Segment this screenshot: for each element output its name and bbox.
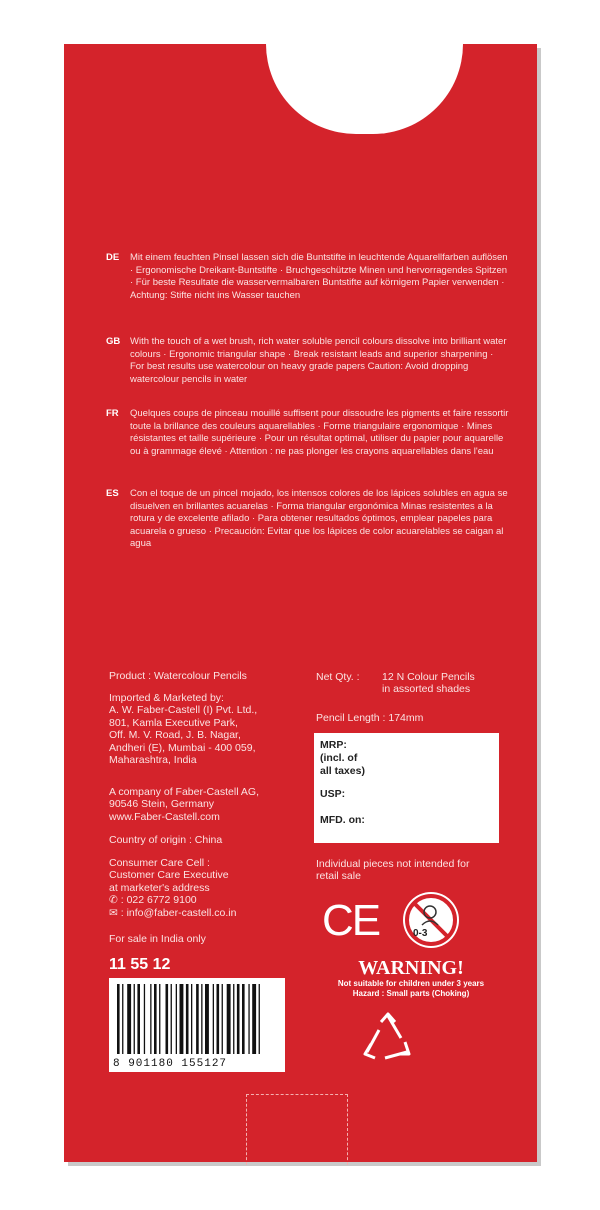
consumer-care <box>109 857 236 919</box>
mrp-label: MRP: <box>320 739 347 751</box>
barcode <box>109 978 285 1072</box>
barcode-bar <box>134 984 135 1054</box>
barcode-bar <box>180 984 184 1054</box>
importer-line: A. W. Faber-Castell (I) Pvt. Ltd., <box>109 704 258 717</box>
warning-line: Hazard : Small parts (Choking) <box>352 989 470 998</box>
barcode-bar <box>117 984 120 1054</box>
barcode-bar <box>201 984 202 1054</box>
retail-note-line: Individual pieces not intended for <box>316 858 470 870</box>
tear-tab <box>246 1094 348 1165</box>
email-line <box>109 907 236 919</box>
barcode-bar <box>242 984 245 1054</box>
mrp-note: (incl. of <box>320 752 358 764</box>
net-qty-line: 12 N Colour Pencils <box>382 671 475 683</box>
recycle-icon <box>357 1010 419 1072</box>
no-children-0-3-icon <box>400 889 462 951</box>
email-address: : info@faber-castell.co.in <box>120 906 237 919</box>
barcode-bar <box>166 984 169 1054</box>
country-of-origin: Country of origin : China <box>109 834 223 846</box>
mfd-label: MFD. on: <box>320 814 365 826</box>
recycle-graphic <box>357 1010 419 1072</box>
barcode-bar <box>159 984 160 1054</box>
ce-mark-text: CE <box>322 896 380 945</box>
lang-code: ES <box>106 488 119 499</box>
barcode-bar <box>127 984 131 1054</box>
lang-code: GB <box>106 336 121 347</box>
importer-line: Imported & Marketed by: <box>109 692 224 704</box>
lang-text: Con el toque de un pincel mojado, los intensos colores de los lápices solubles en agua se disuelven en brillantes acuarelas · Forma triangular ergonómica Minas resistentes a la rotura y de excelente afilado · Para obtener resultados óptimos, emplear papeles para acuarela o grueso · Precaución: Evitar que los lápices de color acuarelables se caigan al agua <box>130 488 508 550</box>
care-line: Consumer Care Cell : <box>109 857 210 869</box>
barcode-bar <box>176 984 177 1054</box>
lang-text: Quelques coups de pinceau mouillé suffisent pour dissoudre les pigments et faire ressortir toute la brillance des couleurs aquarellables · Forme triangulaire ergonomique · Mines résistantes et taille supérieure · Pour un résultat optimal, utiliser du papier pour aquarelle ou à grammage élevé · Attention : ne pas plonger les crayons aquarellables dans l'eau <box>130 408 509 457</box>
importer-line: Maharashtra, India <box>109 754 197 767</box>
barcode-bar <box>237 984 240 1054</box>
barcode-bar <box>171 984 172 1054</box>
age-mark: 0-3 <box>413 928 428 939</box>
care-line: Customer Care Executive <box>109 869 229 882</box>
barcode-number: 8 901180 155127 <box>113 1058 228 1070</box>
barcode-bar <box>191 984 192 1054</box>
barcode-bar <box>213 984 214 1054</box>
barcode-bar <box>259 984 260 1054</box>
barcode-bar <box>227 984 231 1054</box>
email-icon: ✉ <box>109 906 118 919</box>
barcode-bar <box>122 984 123 1054</box>
barcode-bar <box>196 984 199 1054</box>
barcode-bar <box>186 984 189 1054</box>
retail-note <box>316 858 470 883</box>
barcode-bar <box>248 984 249 1054</box>
care-line: at marketer's address <box>109 881 210 894</box>
lang-text: Mit einem feuchten Pinsel lassen sich die Buntstifte in leuchtende Aquarellfarben auflösen · Ergonomische Dreikant-Buntstifte · Bruchgeschützte Minen und hervorragendes Spitzen · Für beste Resultate die wasservermalbaren Buntstifte auf körnigem Papier verwenden · Achtung: Stifte nicht ins Wasser tauchen <box>130 252 508 301</box>
warning-block <box>316 957 506 999</box>
article-number: 11 55 12 <box>109 956 171 973</box>
barcode-bar <box>217 984 220 1054</box>
mrp-note: all taxes) <box>320 765 365 777</box>
usp-label: USP: <box>320 788 346 800</box>
no-children-graphic <box>400 889 462 951</box>
phone-number: : 022 6772 9100 <box>120 894 197 907</box>
barcode-bar <box>233 984 234 1054</box>
lang-code: DE <box>106 252 120 263</box>
barcode-bar <box>137 984 140 1054</box>
importer-line: 801, Kamla Executive Park, <box>109 716 238 729</box>
barcode-bar <box>205 984 209 1054</box>
company-line: 90546 Stein, Germany <box>109 798 215 811</box>
retail-note-line: retail sale <box>316 870 361 883</box>
product-name: Product : Watercolour Pencils <box>109 670 247 682</box>
lang-code: FR <box>106 408 119 419</box>
warning-title: WARNING! <box>358 957 464 979</box>
importer-line: Off. M. V. Road, J. B. Nagar, <box>109 729 241 742</box>
importer-line: Andheri (E), Mumbai - 400 059, <box>109 741 256 754</box>
barcode-bar <box>222 984 223 1054</box>
barcode-bar <box>150 984 151 1054</box>
barcode-bar <box>252 984 256 1054</box>
phone-line <box>109 894 236 906</box>
hang-hole <box>266 44 463 134</box>
net-qty-label: Net Qty. : <box>316 671 360 683</box>
pencil-length: Pencil Length : 174mm <box>316 712 424 724</box>
company-line: www.Faber-Castell.com <box>109 810 220 823</box>
net-qty-line: in assorted shades <box>382 683 471 696</box>
company-info <box>109 786 259 823</box>
company-line: A company of Faber-Castell AG, <box>109 786 259 798</box>
barcode-bar <box>154 984 157 1054</box>
phone-icon: ✆ <box>109 894 118 907</box>
ce-mark-icon <box>322 896 392 946</box>
sale-region: For sale in India only <box>109 933 206 945</box>
net-qty-value <box>382 671 475 696</box>
price-box <box>314 733 499 843</box>
lang-text: With the touch of a wet brush, rich water soluble pencil colours dissolve into brilliant water colours · Ergonomic triangular shape · Break resistant leads and superior sharpening · For best results use watercolour on heavy grade papers Caution: Avoid dropping watercolour pencils in water <box>130 336 507 385</box>
importer-address <box>109 692 257 766</box>
warning-line: Not suitable for children under 3 years <box>337 979 485 988</box>
packaging-card <box>64 44 537 1162</box>
barcode-bar <box>144 984 145 1054</box>
